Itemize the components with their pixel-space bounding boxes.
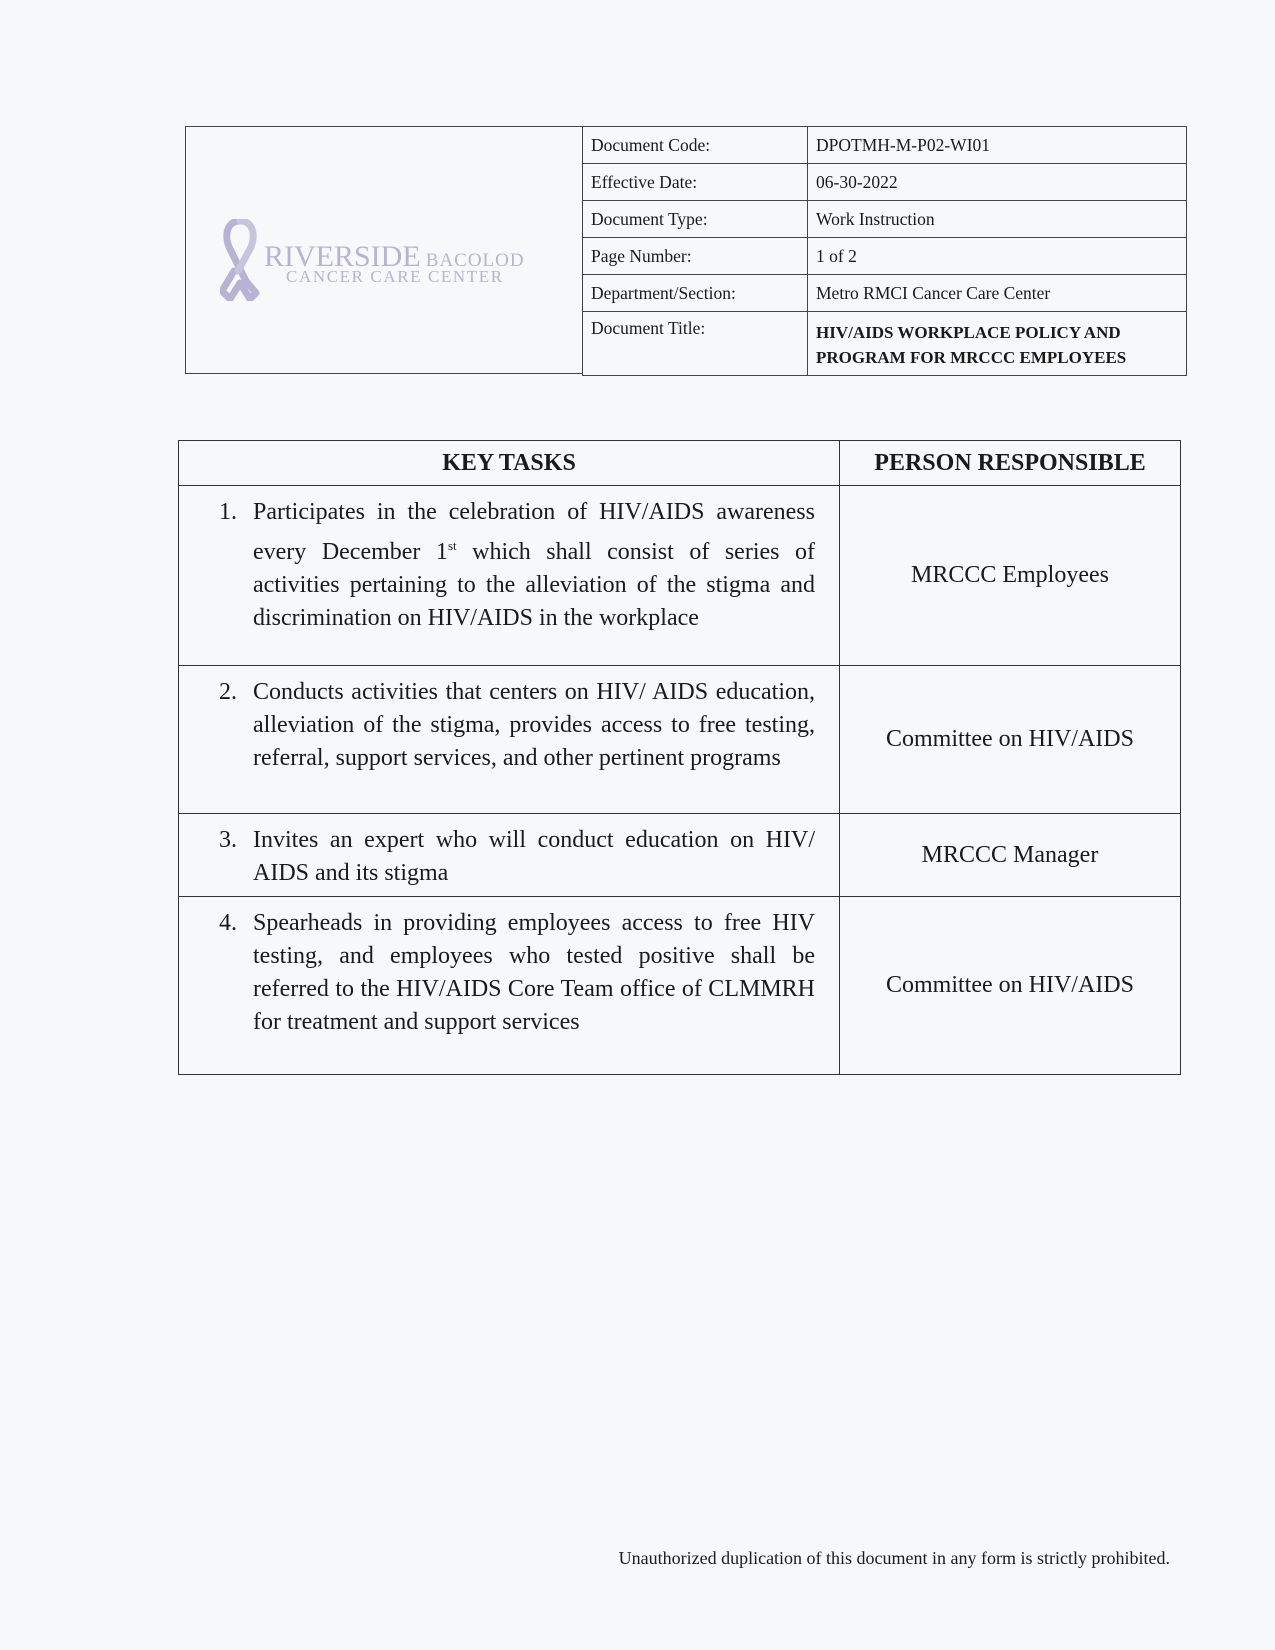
document-title-line: PROGRAM FOR MRCCC EMPLOYEES <box>816 348 1127 367</box>
meta-value: 06-30-2022 <box>808 164 1187 201</box>
task-number: 4. <box>219 910 237 936</box>
person-responsible: Committee on HIV/AIDS <box>840 666 1181 814</box>
task-text: Spearheads in providing employees access to free HIV testing, and employees who tested positive shall be referred to the HIV/AIDS Core Team office of CLMMRH for treatment and support services <box>253 910 815 1035</box>
task-text-part: Participates in the celebration of HIV/AIDS awareness every December 1 <box>253 499 815 565</box>
table-row <box>179 814 1181 897</box>
document-title-line: HIV/AIDS WORKPLACE POLICY AND <box>816 323 1121 342</box>
meta-row <box>583 275 1187 312</box>
meta-label: Document Code: <box>583 127 808 164</box>
task-item <box>219 824 815 890</box>
meta-row <box>583 127 1187 164</box>
document-title <box>816 320 1178 370</box>
task-cell <box>179 486 840 666</box>
task-item <box>219 676 815 775</box>
meta-value: Work Instruction <box>808 201 1187 238</box>
task-cell <box>179 814 840 897</box>
logo-subtitle: CANCER CARE CENTER <box>286 266 504 286</box>
meta-label: Effective Date: <box>583 164 808 201</box>
meta-label: Department/Section: <box>583 275 808 312</box>
table-row <box>179 666 1181 814</box>
column-header-person-responsible: PERSON RESPONSIBLE <box>840 441 1181 486</box>
meta-label: Page Number: <box>583 238 808 275</box>
meta-row <box>583 201 1187 238</box>
task-item <box>219 496 815 635</box>
logo-text <box>264 239 525 286</box>
meta-row-title <box>583 312 1187 376</box>
document-title-label: Document Title: <box>583 312 808 376</box>
task-text-superscript: st <box>447 538 457 553</box>
meta-value: 1 of 2 <box>808 238 1187 275</box>
duplication-notice: Unauthorized duplication of this document in any form is strictly prohibited. <box>618 1548 1170 1568</box>
task-text-part: which shall consist of series of activities pertaining to the alleviation of the stigma and discrimination on HIV/AIDS in the workplace <box>253 539 815 631</box>
table-row <box>179 486 1181 666</box>
task-text: Invites an expert who will conduct education on HIV/ AIDS and its stigma <box>253 827 815 886</box>
meta-value: DPOTMH-M-P02-WI01 <box>808 127 1187 164</box>
logo-cell <box>185 126 582 374</box>
task-item <box>219 907 815 1039</box>
task-text <box>253 496 815 635</box>
person-responsible: Committee on HIV/AIDS <box>840 897 1181 1075</box>
task-cell <box>179 897 840 1075</box>
hospital-logo <box>220 219 525 301</box>
logo-name-main: RIVERSIDE <box>264 239 421 273</box>
task-number: 2. <box>219 679 237 705</box>
awareness-ribbon-icon <box>220 219 260 301</box>
logo-name-city: BACOLOD <box>425 249 525 271</box>
task-number: 1. <box>219 499 237 525</box>
person-responsible: MRCCC Employees <box>840 486 1181 666</box>
document-meta-table <box>582 126 1187 376</box>
table-header-row <box>179 441 1181 486</box>
meta-row <box>583 164 1187 201</box>
task-text: Conducts activities that centers on HIV/ AIDS education, alleviation of the stigma, provides access to free testing, referral, support services, and other pertinent programs <box>253 679 815 771</box>
key-tasks-table <box>178 440 1181 1075</box>
person-responsible: MRCCC Manager <box>840 814 1181 897</box>
document-header <box>185 126 1187 374</box>
document-title-cell <box>808 312 1187 376</box>
task-number: 3. <box>219 827 237 853</box>
table-row <box>179 897 1181 1075</box>
column-header-key-tasks: KEY TASKS <box>179 441 840 486</box>
meta-value: Metro RMCI Cancer Care Center <box>808 275 1187 312</box>
task-cell <box>179 666 840 814</box>
meta-label: Document Type: <box>583 201 808 238</box>
meta-row <box>583 238 1187 275</box>
